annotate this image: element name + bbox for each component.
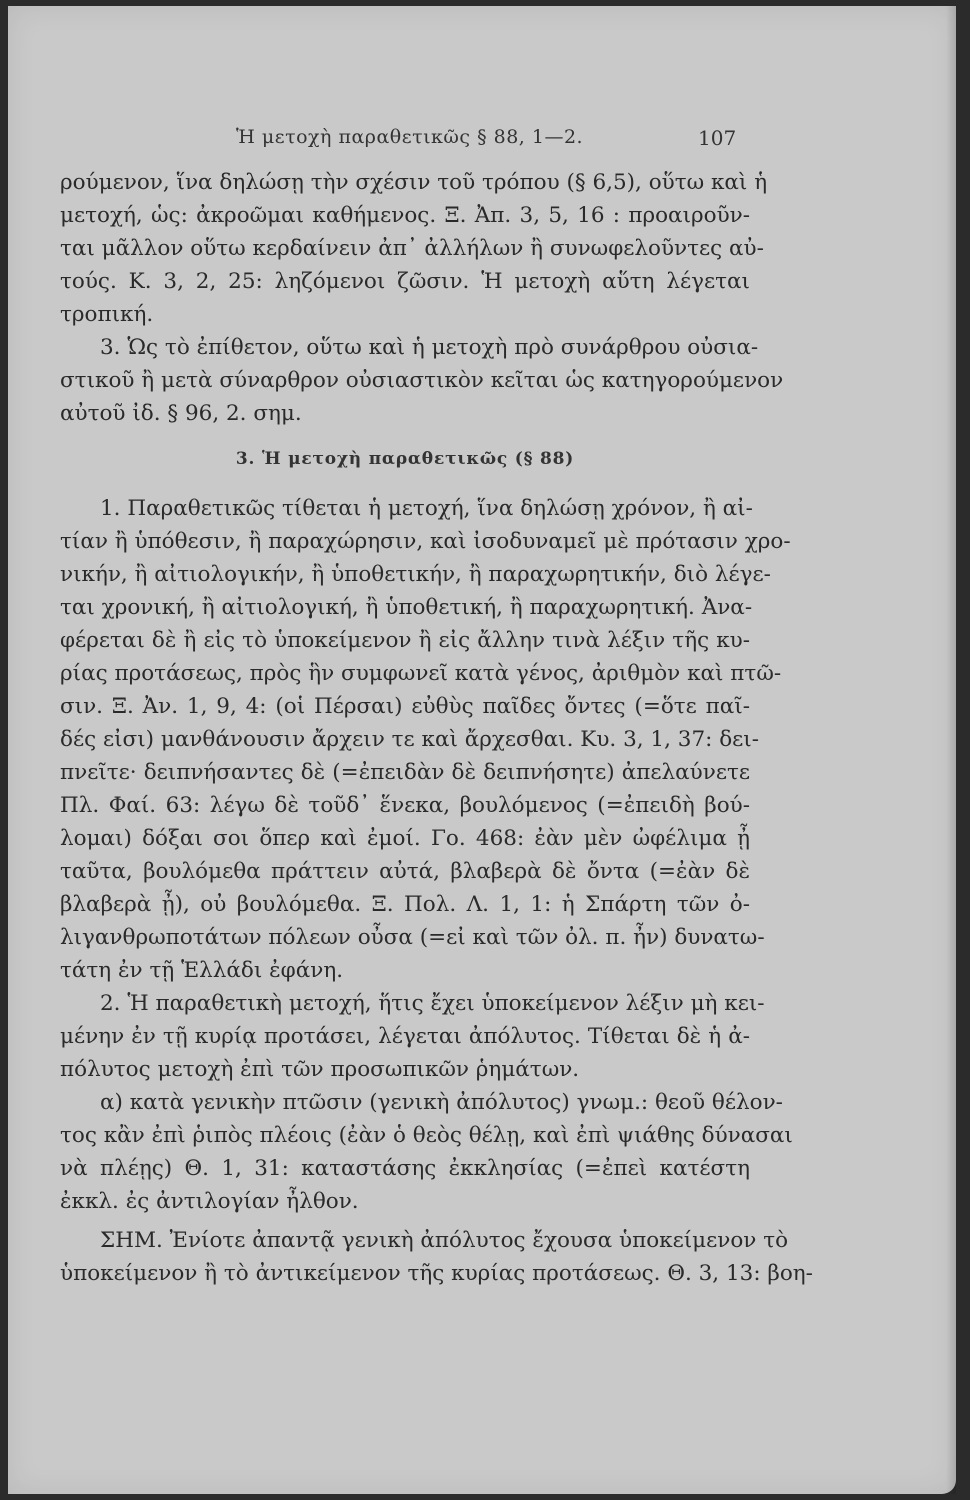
text-line: πόλυτος μετοχὴ ἐπὶ τῶν προσωπικῶν ῥημάτων. bbox=[60, 1057, 580, 1082]
text-line: στικοῦ ἢ μετὰ σύναρθρον οὐσιαστικὸν κεῖται ὡς κατηγορούμενον bbox=[60, 368, 784, 393]
text-line: 2. Ἡ παραθετικὴ μετοχή, ἥτις ἔχει ὑποκείμενον λέξιν μὴ κει- bbox=[100, 991, 765, 1016]
text-line: αὐτοῦ ἰδ. § 96, 2. σημ. bbox=[60, 401, 302, 426]
text-line: μένην ἐν τῇ κυρίᾳ προτάσει, λέγεται ἀπόλυτος. Τίθεται δὲ ἡ ἀ- bbox=[60, 1024, 750, 1049]
text-line: σιν. Ξ. Ἀν. 1, 9, 4: (οἱ Πέρσαι) εὐθὺς παῖδες ὄντες (=ὅτε παῖ- bbox=[60, 694, 750, 719]
text-line: λομαι) δόξαι σοι ὅπερ καὶ ἐμοί. Γο. 468: ἐὰν μὲν ὠφέλιμα ᾖ bbox=[60, 826, 750, 851]
text-line: τάτη ἐν τῇ Ἑλλάδι ἐφάνη. bbox=[60, 958, 344, 983]
text-line: μετοχή, ὡς: ἀκροῶμαι καθήμενος. Ξ. Ἀπ. 3, 5, 16 : προαιροῦν- bbox=[60, 203, 750, 228]
paragraph-alpha bbox=[60, 1086, 793, 1218]
text-line: τος κἂν ἐπὶ ῥιπὸς πλέοις (ἐὰν ὁ θεὸς θέλῃ, καὶ ἐπὶ ψιάθης δύνασαι bbox=[60, 1123, 793, 1148]
paragraph-3 bbox=[60, 331, 784, 430]
section-heading: 3. Ἡ μετοχὴ παραθετικῶς (§ 88) bbox=[235, 449, 575, 469]
text-line: ὑποκείμενον ἢ τὸ ἀντικείμενον τῆς κυρίας προτάσεως. Θ. 3, 13: βοη- bbox=[60, 1261, 813, 1286]
body-text bbox=[60, 166, 813, 1290]
text-line: λιγανθρωποτάτων πόλεων οὖσα (=εἰ καὶ τῶν ὀλ. π. ἦν) δυνατω- bbox=[60, 925, 765, 950]
page-number: 107 bbox=[698, 126, 737, 150]
book-page bbox=[8, 6, 956, 1494]
page-header bbox=[8, 126, 956, 156]
text-line: νικήν, ἢ αἰτιολογικήν, ἢ ὑποθετικήν, ἢ παραχωρητικήν, διὸ λέγε- bbox=[60, 562, 771, 587]
paragraph-2 bbox=[60, 987, 765, 1086]
continued-paragraph bbox=[60, 166, 768, 331]
text-line: ΣΗΜ. Ἐνίοτε ἀπαντᾷ γενικὴ ἀπόλυτος ἔχουσα ὑποκείμενον τὸ bbox=[100, 1228, 789, 1253]
text-line: τούς. Κ. 3, 2, 25: ληζόμενοι ζῶσιν. Ἡ μετοχὴ αὕτη λέγεται bbox=[60, 269, 750, 294]
text-line: ταῦτα, βουλόμεθα πράττειν αὐτά, βλαβερὰ δὲ ὄντα (=ἐὰν δὲ bbox=[60, 859, 750, 884]
note-paragraph bbox=[60, 1224, 813, 1290]
text-line: ἐκκλ. ἐς ἀντιλογίαν ἦλθον. bbox=[60, 1189, 359, 1214]
text-line: ται μᾶλλον οὕτω κερδαίνειν ἀπ᾽ ἀλλήλων ἢ συνωφελοῦντες αὐ- bbox=[60, 236, 764, 261]
text-line: Πλ. Φαί. 63: λέγω δὲ τοῦδ᾽ ἕνεκα, βουλόμενος (=ἐπειδὴ βού- bbox=[60, 793, 750, 818]
text-line: ται χρονική, ἢ αἰτιολογική, ἢ ὑποθετική, ἢ παραχωρητική. Ἀνα- bbox=[60, 595, 753, 620]
text-line: φέρεται δὲ ἢ εἰς τὸ ὑποκείμενον ἢ εἰς ἄλλην τινὰ λέξιν τῆς κυ- bbox=[60, 628, 750, 653]
text-line: 1. Παραθετικῶς τίθεται ἡ μετοχή, ἵνα δηλώσῃ χρόνον, ἢ αἰ- bbox=[100, 496, 753, 521]
text-line: τροπική. bbox=[60, 302, 154, 327]
text-line: ρούμενον, ἵνα δηλώσῃ τὴν σχέσιν τοῦ τρόπου (§ 6,5), οὕτω καὶ ἡ bbox=[60, 170, 768, 195]
text-line: βλαβερὰ ᾖ), οὐ βουλόμεθα. Ξ. Πολ. Λ. 1, 1: ἡ Σπάρτη τῶν ὀ- bbox=[60, 892, 750, 917]
text-line: α) κατὰ γενικὴν πτῶσιν (γενικὴ ἀπόλυτος) γνωμ.: θεοῦ θέλον- bbox=[100, 1090, 783, 1115]
text-line: δές εἰσι) μανθάνουσιν ἄρχειν τε καὶ ἄρχεσθαι. Κυ. 3, 1, 37: δει- bbox=[60, 727, 759, 752]
running-title: Ἡ μετοχὴ παραθετικῶς § 88, 1—2. bbox=[236, 126, 584, 148]
paragraph-1 bbox=[60, 492, 791, 987]
text-line: νὰ πλέῃς) Θ. 1, 31: καταστάσης ἐκκλησίας (=ἐπεὶ κατέστη bbox=[60, 1156, 750, 1181]
text-line: ρίας προτάσεως, πρὸς ἣν συμφωνεῖ κατὰ γένος, ἀριθμὸν καὶ πτῶ- bbox=[60, 661, 782, 686]
text-line: πνεῖτε· δειπνήσαντες δὲ (=ἐπειδὰν δὲ δειπνήσητε) ἀπελαύνετε bbox=[60, 760, 750, 785]
text-line: 3. Ὡς τὸ ἐπίθετον, οὕτω καὶ ἡ μετοχὴ πρὸ συνάρθρου οὐσια- bbox=[100, 335, 759, 360]
text-line: τίαν ἢ ὑπόθεσιν, ἢ παραχώρησιν, καὶ ἰσοδυναμεῖ μὲ πρότασιν χρο- bbox=[60, 529, 791, 554]
